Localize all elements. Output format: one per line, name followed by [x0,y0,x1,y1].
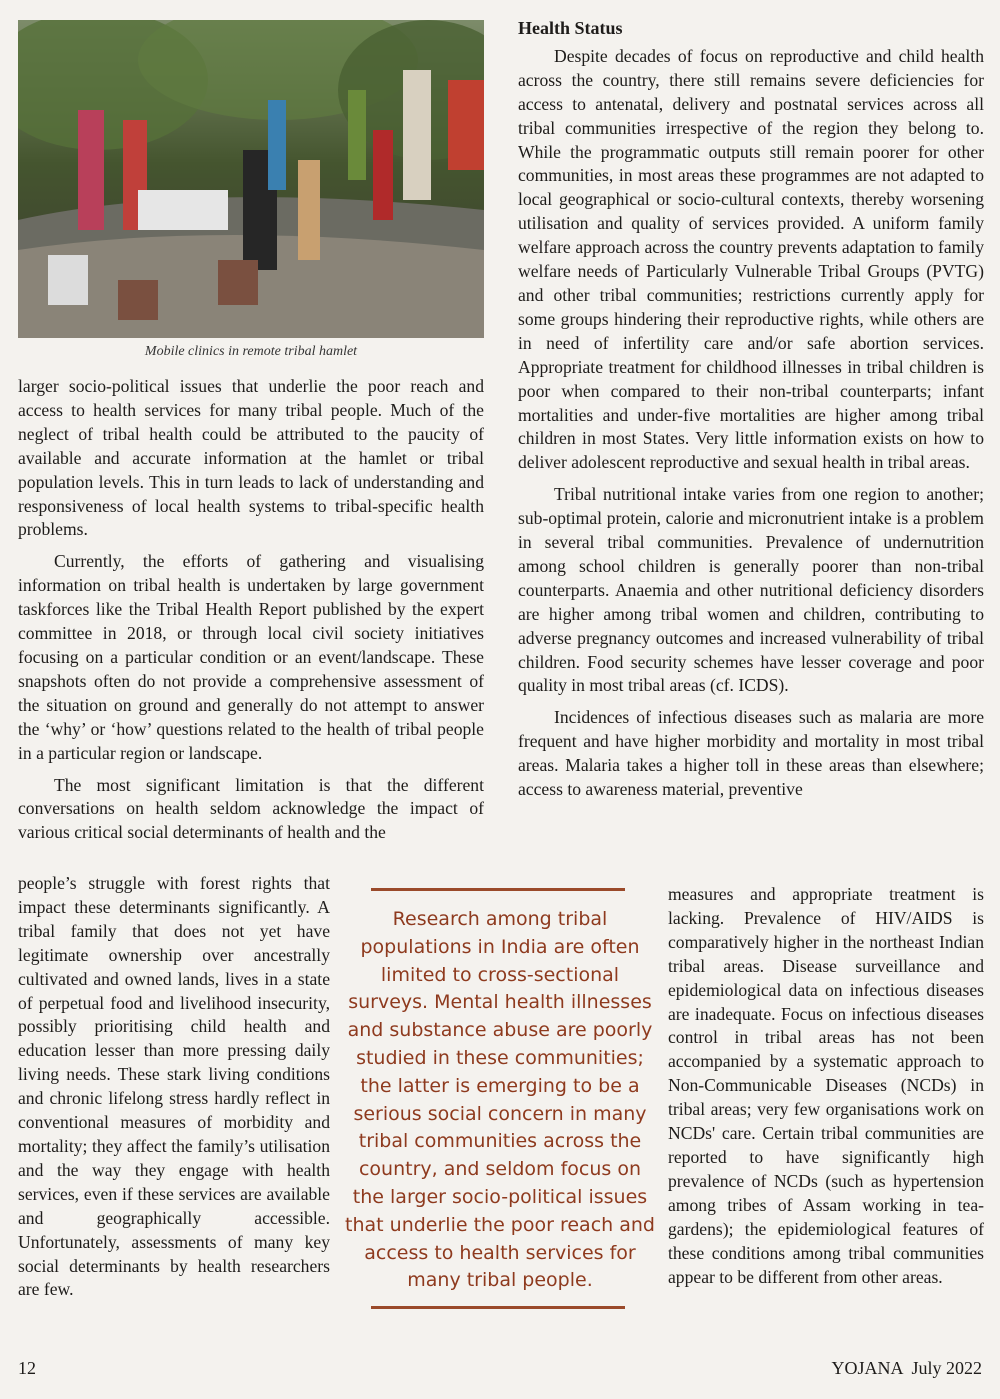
paragraph: Tribal nutritional intake varies from one region to another; sub-optimal protein, calorie and micronutrient intake is a problem in several tribal communities. Prevalence of undernutrition among school children is generally poorer than non-tribal counterparts. Anaemia and other nutritional deficiency disorders are higher among tribal women and children, contributing to adverse pregnancy outcomes and increased vulnerability of tribal children. Food security schemes have lesser coverage and poor quality in most tribal areas (cf. ICDS). [518,484,984,696]
photo-illustration [18,20,484,338]
paragraph: measures and appropriate treatment is lacking. Prevalence of HIV/AIDS is comparatively higher in the northeast Indian tribal areas. Disease surveillance and epidemiological data on infectious diseases are inadequate. Focus on infectious diseases control in tribal areas has not been accompanied by a systematic approach to Non-Communicable Diseases (NCDs) in tribal areas; very few organisations work on NCDs' care. Certain tribal communities are reported to have significantly high prevalence of NCDs (such as hypertension among tribes of Assam working in tea-gardens); the epidemiological features of these conditions among tribal communities appear to be different from other areas. [668,884,984,1287]
paragraph: Despite decades of focus on reproductive and child health across the country, there still remains severe deficiencies for access to antenatal, delivery and postnatal services across all tribal communities irrespective of the region they belong to. While the programmatic outputs still remain poorer for other communities, in most areas these programmes are not adapted to local geographical or socio-cultural contexts, thereby worsening utilisation and quality of services provided. A uniform family welfare approach across the country prevents adaptation to family welfare needs of Particularly Vulnerable Tribal Groups (PVTG) and other tribal communities; restrictions currently apply for some groups hindering their reproductive rights, while others are in need of infertility care and/or safe abortion services. Appropriate treatment for childhood illnesses in tribal children is poor when compared to their non-tribal counterparts; infant mortalities and under-five mortalities are higher among tribal children in most States. Very little information exists on how to deliver adolescent reproductive and sexual health in tribal areas. [518,45,984,473]
paragraph: larger socio-political issues that underlie the poor reach and access to health services for many tribal people. Much of the neglect of tribal health could be attributed to the paucity of available and accurate information at the hamlet or tribal population levels. This in turn leads to lack of understanding and responsiveness of local health systems to tribal-specific health problems. [18,376,484,540]
magazine-footer: YOJANA July 2022 [831,1358,982,1378]
left-column-bottom [18,872,330,1310]
photo-caption: Mobile clinics in remote tribal hamlet [144,344,358,359]
pull-quote-top-rule [371,888,625,891]
paragraph: Incidences of infectious diseases such as malaria are more frequent and have higher morbidity and mortality in most tribal areas. Malaria takes a higher toll in these areas than elsewhere; access to awareness material, preventive [518,707,984,800]
section-heading: Health Status [518,18,623,38]
photo-mobile-clinic [18,20,484,338]
right-column-top [518,17,984,810]
page-number: 12 [18,1358,36,1378]
paragraph: people’s struggle with forest rights that impact these determinants significantly. A tribal family that does not yet have legitimate ownership over ancestrally cultivated and owned lands, lives in a state of perpetual food and livelihood insecurity, possibly prioritising child health and education lesser than more pressing daily living needs. These stark living conditions and chronic lifelong stress hardly reflect in conventional measures of morbidity and mortality; they affect the family’s utilisation and the way they engage with health services, even if these services are available and geographically accessible. Unfortunately, assessments of many key social determinants by health researchers are few. [18,873,330,1300]
pull-quote-text: Research among tribal populations in India are often limited to cross-sectional surveys. Mental health illnesses and substance abuse are poorly studied in these communities; the latter is emerging to be a serious social concern in many tribal communities across the country, and seldom focus on the larger socio-political issues that underlie the poor reach and access to health services for many tribal people. [345,908,655,1292]
left-column-top [18,375,484,853]
pull-quote [345,888,655,1313]
right-column-bottom [668,883,984,1297]
pull-quote-bottom-rule [371,1306,625,1309]
paragraph: Currently, the efforts of gathering and visualising information on tribal health is undertaken by large government taskforces like the Tribal Health Report published by the expert committee in 2018, or through local civil society initiatives focusing on a particular condition or an event/landscape. These snapshots often do not provide a comprehensive assessment of the situation on ground and generally do not attempt to answer the ‘why’ or ‘how’ questions related to the health of tribal people in a particular region or landscape. [18,551,484,763]
paragraph: The most significant limitation is that the different conversations on health seldom acknowledge the impact of various critical social determinants of health and the [18,774,484,843]
